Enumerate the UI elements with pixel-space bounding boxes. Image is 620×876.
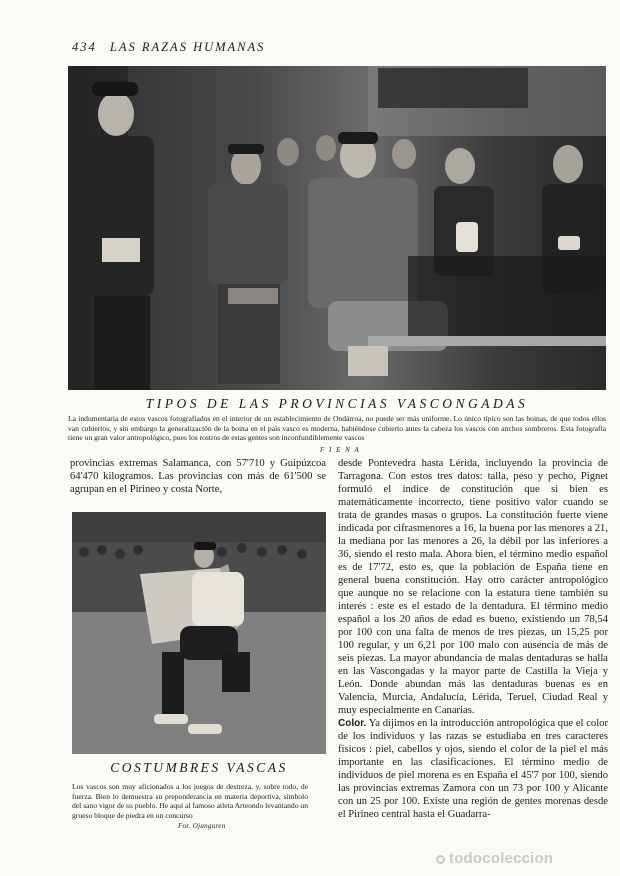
- body-text-right-column: [338, 457, 608, 821]
- bottom-figure-title: COSTUMBRES VASCAS: [110, 760, 288, 775]
- watermark: [436, 850, 553, 867]
- section-text-color: Ya dijimos en la introducción antropológica que el color de los individuos y las razas se estudiaba en tres caracteres físicos : piel, cabellos y ojos, siendo el color de la piel el más importante en las clasificaciones. El término medio de individuos de piel morena es en España el 45'7 por 100, siendo las provincias extremas Zamora con un 73 por 100 y Alicante con un 25 por 100. Existe una región de gentes morenas desde el Pirineo central hasta el Guadarra-: [338, 718, 608, 820]
- bottom-figure-credit: Fot. Ojanguren: [178, 822, 226, 830]
- photo-basque-men-in-tavern: [68, 66, 606, 390]
- section-heading-color: Color.: [338, 718, 367, 729]
- top-figure-caption: La indumentaria de estos vascos fotografiados en el interior de un establecimiento de Ondárroa, no puede ser más uniforme. Lo único típico son las boinas, de que todos ellos van cubiertos, y sin embargo la generalización de la boina en el país vasco es moderna, habiéndose cubierto antes la cabeza los vascos con anchos sombreros. Esta fotografía tiene un gran valor antropológico, pues los rostros de estas gentes son inconfundiblemente vascos: [68, 414, 606, 443]
- watermark-logo-icon: [436, 855, 445, 864]
- body-text-left-column: provincias extremas Salamanca, con 57'710 y Guipúzcoa 64'470 kilogramos. Las provincias con más de 61'500 se agrupan en el Pirineo y costa Norte,: [70, 458, 326, 495]
- top-figure-credit: F I E N A: [320, 446, 361, 454]
- page-number: 434: [72, 40, 97, 54]
- top-figure-title: TIPOS DE LAS PROVINCIAS VASCONGADAS: [145, 396, 529, 411]
- running-title: LAS RAZAS HUMANAS: [109, 40, 266, 54]
- bottom-figure-caption: Los vascos son muy aficionados a los juegos de destreza, y, sobre todo, de fuerza. Bien lo demuestra su preponderancia en materia deportiva, símbolo del sano vigor de su pueblo. He aquí al famoso atleta Arteondo levantando un grueso bloque de piedra en un concurso: [72, 782, 308, 820]
- watermark-text: todocoleccion: [449, 850, 554, 867]
- running-header: [72, 40, 265, 55]
- right-column-paragraph: desde Pontevedra hasta Lérida, incluyendo la provincia de Tarragona. Con estos tres datos: talla, peso y pecho, Pignet formuló el índice de constitución que si bien es matemáticamente incorrecto, tiene positivo valor cuando se trata de grandes masas o grupos. La constitución fuerte viene indicada por cifrasmenores a 16, la buena por las menores a 21, la mediana por las menores a 26, la débil por las inferiores a 36, siendo el resto mala. Ahora bien, el término medio español es de 17'72, esto es, que la población de España tiene en general buena constitución. Hay otro carácter antropológico que aunque no se relacione con la estatura tiene también su interés : este es el estado de la dentadura. El término medio español a los 20 años de edad es bueno, existiendo un 78,54 por 100 con una falta de menos de tres piezas, un 15,25 por 100 regular, y un 6,21 por 100 malo con ausencia de más de seis piezas. La mayor abundancia de malas dentaduras se halla en las Vascongadas y la mayor parte de Castilla la Vieja y León. Donde abundan más las dentaduras buenas es en Valencia, Murcia, Andalucía, Lérida, Teruel, Ciudad Real y muy especialmente en Canarias.: [338, 458, 608, 716]
- photo-athlete-lifting-stone: [72, 512, 326, 754]
